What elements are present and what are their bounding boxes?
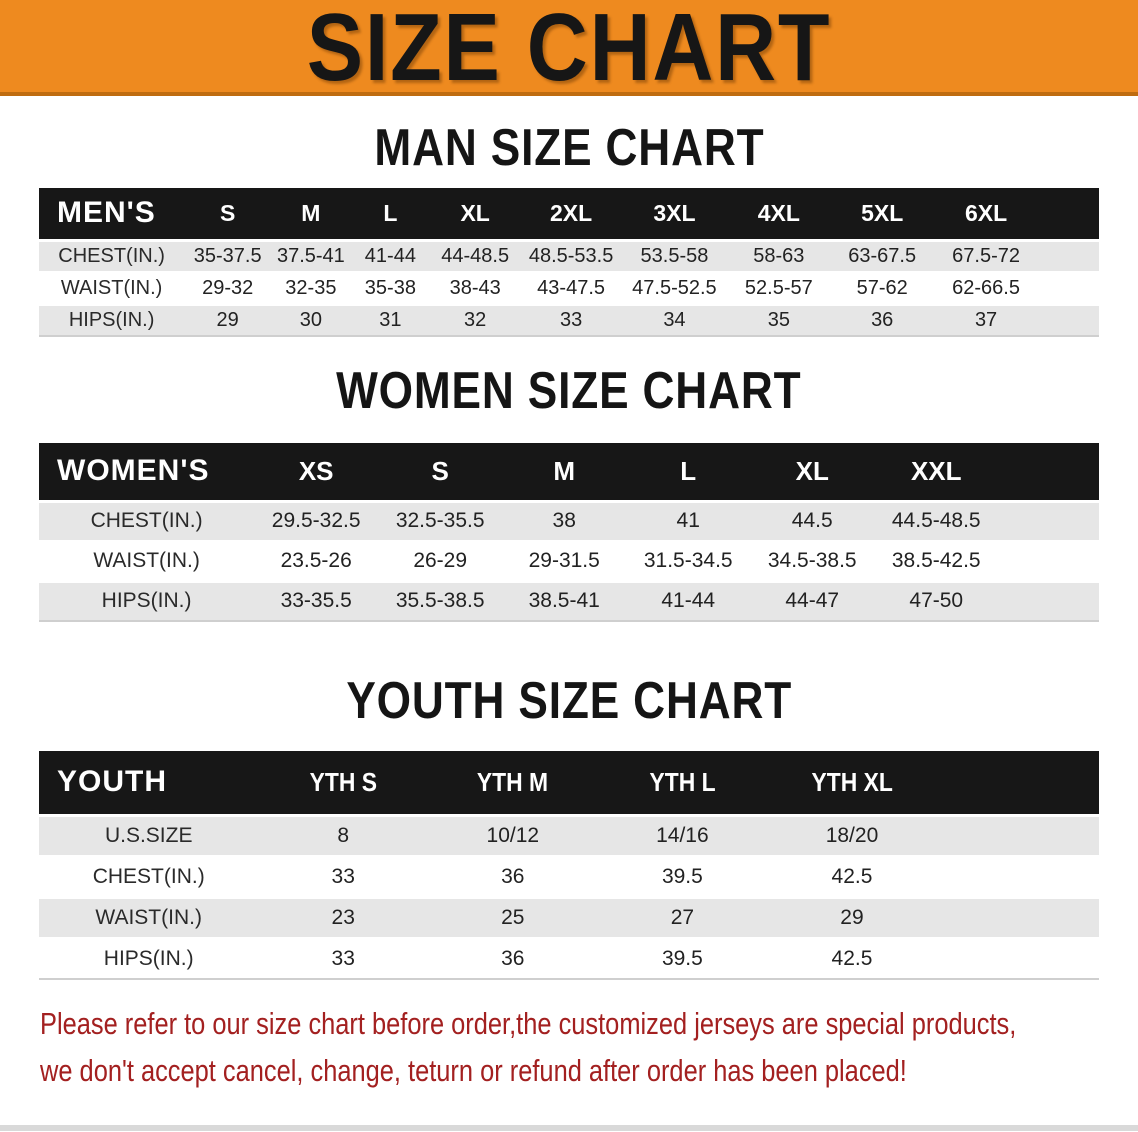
youth-section-heading-text: YOUTH SIZE CHART — [346, 672, 792, 730]
section-women — [0, 362, 1138, 622]
size-value-cell: 42.5 — [831, 946, 873, 970]
spacer-cell — [998, 541, 1099, 581]
size-column-header: YTH L — [598, 751, 768, 815]
size-value-cell: 33 — [331, 864, 355, 888]
table-row — [39, 501, 1099, 541]
size-value-cell: 26-29 — [413, 549, 468, 572]
size-column-header: 5XL — [831, 188, 934, 240]
spacer-cell — [1039, 304, 1099, 336]
disclaimer — [40, 1000, 1138, 1094]
size-value-cell: 47.5-52.5 — [632, 276, 717, 299]
size-value-cell: 29-31.5 — [528, 549, 600, 572]
spacer-cell — [998, 581, 1099, 621]
size-value-cell: 67.5-72 — [952, 244, 1020, 267]
size-value-cell: 41-44 — [661, 589, 716, 613]
size-value-cell: 27 — [670, 905, 695, 929]
row-label: WAIST(IN.) — [93, 549, 200, 572]
size-value-cell: 29.5-32.5 — [271, 509, 361, 532]
header-row — [39, 443, 1099, 501]
header-row — [39, 188, 1099, 240]
size-column-header: YTH S — [258, 751, 428, 815]
page-title: SIZE CHART — [306, 0, 832, 101]
bottom-border-strip — [0, 1125, 1138, 1131]
size-value-cell: 42.5 — [831, 864, 873, 888]
size-value-cell: 34 — [663, 308, 686, 331]
header-row — [39, 751, 1099, 815]
size-column-header: S — [378, 443, 502, 501]
size-value-cell: 32-35 — [285, 276, 337, 299]
size-value-cell: 31 — [379, 308, 402, 331]
size-group-label: YOUTH — [39, 751, 258, 815]
size-value-cell: 58-63 — [753, 244, 805, 267]
size-value-cell: 35-38 — [364, 276, 416, 299]
size-value-cell: 38-43 — [449, 276, 501, 299]
size-value-cell: 33 — [559, 308, 583, 331]
row-label: WAIST(IN.) — [60, 276, 163, 299]
size-value-cell: 36 — [501, 864, 525, 888]
size-value-cell: 29 — [216, 308, 239, 331]
banner — [0, 0, 1138, 101]
size-value-cell: 38 — [552, 509, 576, 532]
size-value-cell: 23 — [331, 905, 355, 929]
row-label: CHEST(IN.) — [92, 864, 205, 888]
size-value-cell: 47-50 — [909, 589, 964, 613]
women-section-heading-text: WOMEN SIZE CHART — [336, 362, 802, 420]
size-value-cell: 41 — [676, 509, 700, 532]
size-group-label: MEN'S — [39, 188, 184, 240]
table-row — [39, 856, 1099, 897]
table-row — [39, 938, 1099, 979]
size-value-cell: 62-66.5 — [952, 276, 1020, 299]
spacer-cell — [937, 938, 1099, 979]
size-value-cell: 10/12 — [486, 823, 540, 847]
row-label: CHEST(IN.) — [90, 509, 203, 532]
size-value-cell: 43-47.5 — [537, 276, 606, 299]
table-row — [39, 272, 1099, 304]
table-row — [39, 581, 1099, 621]
size-value-cell: 53.5-58 — [640, 244, 709, 267]
men-section-heading — [0, 119, 1138, 177]
size-value-cell: 37 — [974, 308, 998, 331]
spacer-cell — [1039, 240, 1099, 272]
size-value-cell: 41-44 — [364, 244, 416, 267]
size-column-header: M — [271, 188, 351, 240]
size-value-cell: 25 — [501, 905, 525, 929]
size-value-cell: 36 — [501, 946, 525, 970]
size-value-cell: 38.5-41 — [528, 589, 600, 613]
size-value-cell: 36 — [871, 308, 894, 331]
size-value-cell: 8 — [337, 823, 350, 847]
size-value-cell: 18/20 — [825, 823, 879, 847]
size-value-cell: 44-48.5 — [441, 244, 510, 267]
row-label: HIPS(IN.) — [68, 308, 155, 331]
row-label: U.S.SIZE — [104, 823, 193, 847]
size-column-header: 3XL — [622, 188, 727, 240]
row-label: HIPS(IN.) — [101, 589, 192, 613]
size-value-cell: 35.5-38.5 — [395, 589, 485, 613]
size-column-header: 6XL — [934, 188, 1039, 240]
spacer-cell — [937, 751, 1099, 815]
size-column-header: YTH M — [428, 751, 598, 815]
size-value-cell: 44.5-48.5 — [891, 509, 981, 532]
row-label: WAIST(IN.) — [95, 905, 202, 929]
spacer-cell — [1039, 272, 1099, 304]
size-value-cell: 29-32 — [202, 276, 254, 299]
size-column-header: YTH XL — [767, 751, 937, 815]
size-value-cell: 29 — [840, 905, 864, 929]
size-column-header: M — [502, 443, 626, 501]
table-row — [39, 541, 1099, 581]
table-row — [39, 815, 1099, 856]
size-group-label: WOMEN'S — [39, 443, 254, 501]
size-value-cell: 44.5 — [791, 509, 833, 532]
size-value-cell: 33 — [331, 946, 355, 970]
spacer-cell — [937, 815, 1099, 856]
youth-size-table — [39, 751, 1099, 980]
size-value-cell: 37.5-41 — [276, 244, 345, 267]
size-column-header: XXL — [874, 443, 998, 501]
size-column-header: 4XL — [727, 188, 831, 240]
size-value-cell: 31.5-34.5 — [643, 549, 733, 572]
table-row — [39, 240, 1099, 272]
size-value-cell: 30 — [299, 308, 322, 331]
size-value-cell: 39.5 — [661, 864, 703, 888]
size-value-cell: 32 — [464, 308, 487, 331]
row-label: CHEST(IN.) — [58, 244, 165, 267]
section-youth — [0, 672, 1138, 980]
youth-section-heading — [0, 672, 1138, 730]
size-column-header: L — [626, 443, 750, 501]
row-label: HIPS(IN.) — [103, 946, 194, 970]
size-value-cell: 23.5-26 — [280, 549, 352, 572]
size-value-cell: 44-47 — [785, 589, 840, 613]
section-men — [0, 119, 1138, 337]
disclaimer-line-1: Please refer to our size chart before order,the customized jerseys are special products, — [40, 1006, 1017, 1041]
spacer-cell — [998, 501, 1099, 541]
size-value-cell: 34.5-38.5 — [767, 549, 857, 572]
size-column-header: XS — [254, 443, 378, 501]
size-column-header: 2XL — [520, 188, 622, 240]
spacer-cell — [1039, 188, 1099, 240]
size-value-cell: 35-37.5 — [193, 244, 262, 267]
women-size-table — [39, 443, 1099, 622]
size-value-cell: 14/16 — [656, 823, 709, 847]
disclaimer-line-2: we don't accept cancel, change, teturn or refund after order has been placed! — [40, 1053, 907, 1088]
spacer-cell — [937, 856, 1099, 897]
men-section-heading-text: MAN SIZE CHART — [373, 119, 765, 177]
men-size-table — [39, 188, 1099, 337]
size-value-cell: 63-67.5 — [848, 244, 917, 267]
size-value-cell: 38.5-42.5 — [891, 549, 981, 572]
table-row — [39, 897, 1099, 938]
size-value-cell: 35 — [767, 308, 790, 331]
size-value-cell: 33-35.5 — [280, 589, 352, 613]
size-value-cell: 48.5-53.5 — [528, 244, 614, 267]
size-column-header: XL — [430, 188, 520, 240]
size-column-header: L — [351, 188, 431, 240]
table-row — [39, 304, 1099, 336]
size-column-header: XL — [750, 443, 874, 501]
spacer-cell — [937, 897, 1099, 938]
women-section-heading — [0, 362, 1138, 420]
size-value-cell: 52.5-57 — [744, 276, 813, 299]
spacer-cell — [998, 443, 1099, 501]
size-value-cell: 39.5 — [661, 946, 703, 970]
size-column-header: S — [184, 188, 271, 240]
size-value-cell: 57-62 — [856, 276, 908, 299]
size-value-cell: 32.5-35.5 — [395, 509, 485, 532]
